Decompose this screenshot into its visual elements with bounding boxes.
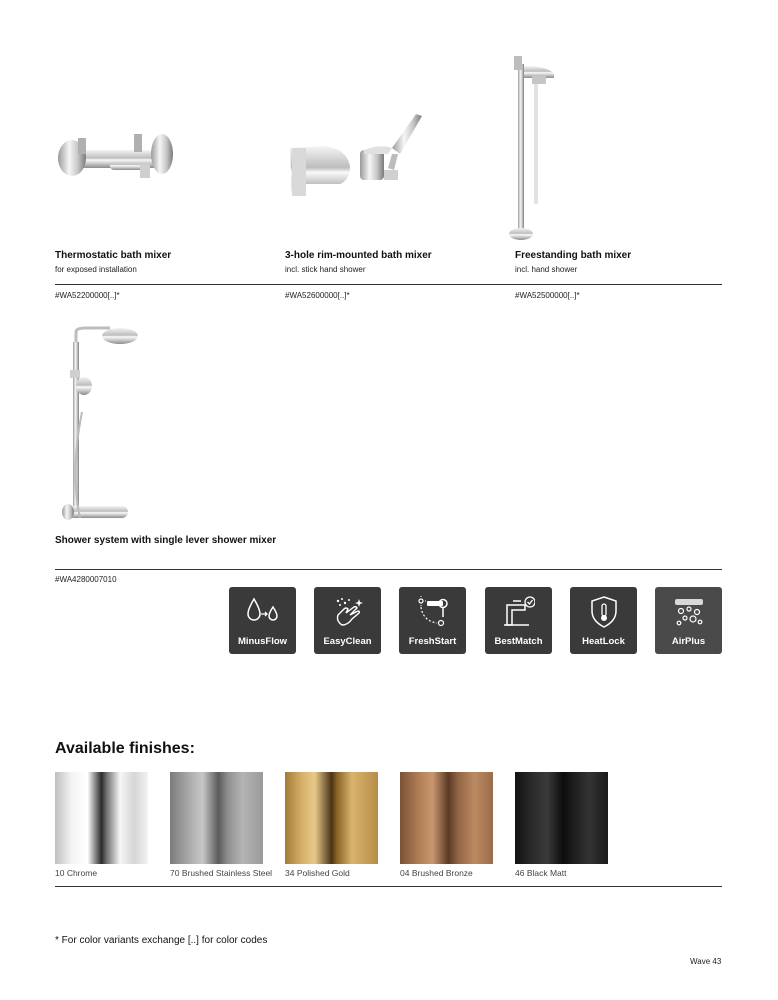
product-subtitle: incl. hand shower (515, 265, 578, 274)
drops-arrow-icon (247, 595, 279, 629)
product-subtitle: for exposed installation (55, 265, 137, 274)
finish-label: 46 Black Matt (515, 868, 567, 878)
page-label: Wave 43 (690, 957, 722, 966)
tap-check-icon (503, 595, 535, 629)
product-title: 3-hole rim-mounted bath mixer (285, 250, 432, 261)
finish-label: 34 Polished Gold (285, 868, 350, 878)
product-title: Thermostatic bath mixer (55, 250, 172, 261)
article-number: #WA4280007010 (55, 575, 117, 584)
shower-system-image (62, 322, 142, 534)
swatch-brushed-stainless-steel (170, 772, 263, 864)
article-number: #WA52500000[..]* (515, 291, 580, 300)
thermometer-shield-icon (588, 595, 620, 629)
finish-label: 70 Brushed Stainless Steel (170, 868, 273, 878)
product-title: Shower system with single lever shower mixer (55, 535, 277, 546)
freestanding-bath-mixer-image (508, 54, 568, 242)
tap-lever-icon (417, 595, 449, 629)
feature-label: EasyClean (323, 636, 372, 647)
finish-label: 04 Brushed Bronze (400, 868, 473, 878)
divider (55, 569, 722, 570)
swatch-polished-gold (285, 772, 378, 864)
swatch-chrome (55, 772, 148, 864)
feature-tile-airplus (655, 587, 722, 654)
feature-tile-freshstart (399, 587, 466, 654)
feature-label: FreshStart (408, 636, 457, 647)
feature-label: BestMatch (494, 636, 543, 647)
feature-label: MinusFlow (237, 636, 288, 647)
feature-tile-minusflow (229, 587, 296, 654)
swatch-brushed-bronze (400, 772, 493, 864)
swatch-black-matt (515, 772, 608, 864)
product-title: Freestanding bath mixer (515, 250, 632, 261)
finishes-heading: Available finishes: (55, 740, 195, 757)
feature-tile-easyclean (314, 587, 381, 654)
hand-spray-icon (332, 595, 364, 629)
product-subtitle: incl. stick hand shower (285, 265, 366, 274)
divider (55, 284, 722, 285)
article-number: #WA52600000[..]* (285, 291, 350, 300)
article-number: #WA52200000[..]* (55, 291, 120, 300)
finish-label: 10 Chrome (55, 868, 98, 878)
aerated-water-icon (673, 595, 705, 629)
footnote: * For color variants exchange [..] for color codes (55, 935, 268, 946)
thermostatic-bath-mixer-image (54, 120, 174, 195)
feature-tile-heatlock (570, 587, 637, 654)
feature-label: HeatLock (582, 636, 625, 647)
feature-label: AirPlus (671, 636, 706, 647)
divider (55, 886, 722, 887)
three-hole-bath-mixer-image (284, 108, 429, 208)
feature-tile-bestmatch (485, 587, 552, 654)
